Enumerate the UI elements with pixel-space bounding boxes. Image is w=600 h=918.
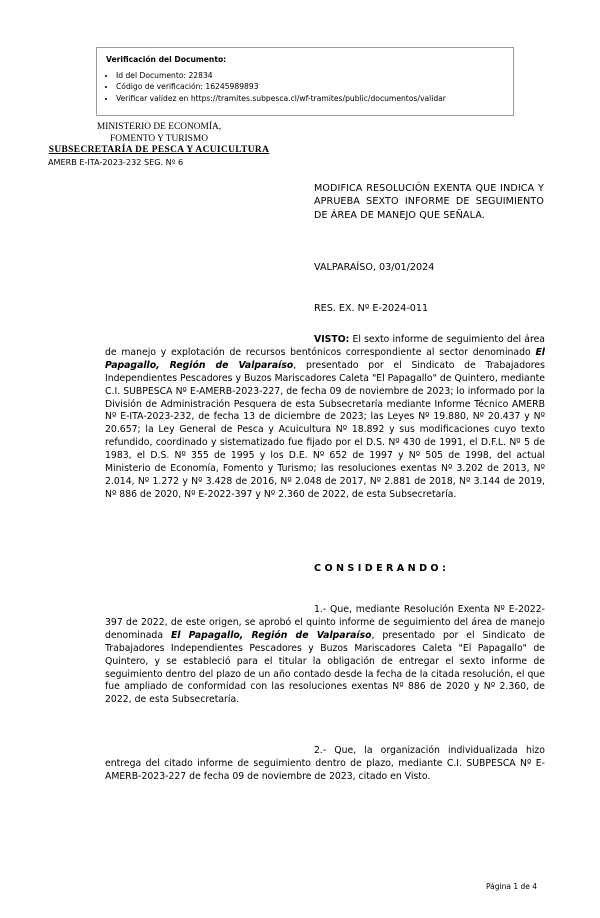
place-date: VALPARAÍSO, 03/01/2024 — [314, 262, 435, 273]
considerando-2-text: 2.- Que, la organización individualizada hizo entrega del citado informe de seguimiento dentro de plazo, mediante C.I. SUBPESCA Nº E-AMERB-2023-227 de fecha 09 de noviembre de 2023, citado en Visto. — [105, 745, 545, 782]
verification-title: Verificación del Documento: — [106, 55, 227, 64]
ministry-header — [35, 122, 283, 157]
visto-sector-name: El Papagallo, Región de Valparaíso — [105, 346, 545, 371]
considerando-paragraph-2 — [105, 745, 545, 784]
visto-text-a: El sexto informe de seguimiento del área de manejo y explotación de recursos bentónicos correspondiente al sector denominado — [105, 334, 545, 358]
verification-list — [106, 70, 513, 105]
considerando-1-sector-name: El Papagallo, Región de Valparaíso — [170, 629, 372, 641]
verification-item-id: • Id del Documento: 22834 — [116, 70, 513, 82]
resolution-subject: MODIFICA RESOLUCIÓN EXENTA QUE INDICA Y APRUEBA SEXTO INFORME DE SEGUIMIENTO DE ÁREA DE MANEJO QUE SEÑALA. — [314, 183, 544, 221]
considerando-title: CONSIDERANDO: — [314, 563, 450, 574]
considerando-paragraph-1 — [105, 604, 545, 707]
verification-item-url[interactable]: • Verificar validez en https://tramites.subpesca.cl/wf-tramites/public/documentos/validar — [116, 93, 513, 105]
subsecretaria-name: SUBSECRETARÍA DE PESCA Y ACUICULTURA — [48, 145, 270, 156]
considerando-1-text-a: 1.- Que, mediante Resolución Exenta Nº E-2022-397 de 2022, de este origen, se aprobó el quinto informe de seguimiento del área de manejo denominada — [105, 604, 545, 641]
resolution-number: RES. EX. Nº E-2024-011 — [314, 303, 429, 314]
considerando-1-text-b: , presentado por el Sindicato de Trabajadores Independientes Pescadores y Buzos Mariscadores Caleta "El Papagallo" de Quintero, y se estableció para el titular la obligación de entregar el sexto informe de seguimiento dentro del plazo de un año contado desde la fecha de la citada resolución, el que fue ampliado de conformidad con las resoluciones exentas Nº 886 de 2020 y Nº 2.360, de 2022, de esta Subsecretaría. — [105, 629, 546, 706]
visto-paragraph — [105, 334, 545, 502]
page-number: Página 1 de 4 — [486, 882, 538, 891]
document-reference: AMERB E-ITA-2023-232 SEG. Nº 6 — [48, 157, 184, 167]
visto-text-b: , presentado por el Sindicato de Trabajadores Independientes Pescadores y Buzos Mariscadores Caleta "El Papagallo" de Quintero, mediante C.I. SUBPESCA Nº E-AMERB-2023-227, de fecha 09 de noviembre de 2023; lo informado por la División de Administración Pesquera de esta Subsecretaría mediante Informe Técnico AMERB Nº E-ITA-2023-232, de fecha 13 de diciembre de 2023; las Leyes Nº 19.880, Nº 20.437 y Nº 20.657; la Ley General de Pesca y Acuicultura Nº 18.892 y sus modificaciones cuyo texto refundido, coordinado y sistematizado fue fijado por el D.S. Nº 430 de 1991, el D.F.L. Nº 5 de 1983, el D.S. Nº 355 de 1995 y los D.E. Nº 652 de 1997 y Nº 505 de 1998, del actual Ministerio de Economía, Fomento y Turismo; las resoluciones exentas Nº 3.202 de 2013, Nº 2.014, Nº 1.272 y Nº 3.428 de 2016, Nº 2.048 de 2017, Nº 2.881 de 2018, Nº 3.144 de 2019, Nº 886 de 2020, Nº E-2022-397 y Nº 2.360 de 2022, de esta Subsecretaría. — [105, 359, 545, 500]
visto-label: VISTO: — [314, 334, 350, 345]
verification-box — [96, 47, 514, 116]
ministry-line-2: FOMENTO Y TURISMO — [110, 133, 208, 144]
ministry-line-1: MINISTERIO DE ECONOMÍA, — [96, 122, 222, 132]
verification-item-code: • Código de verificación: 16245989893 — [116, 81, 513, 93]
